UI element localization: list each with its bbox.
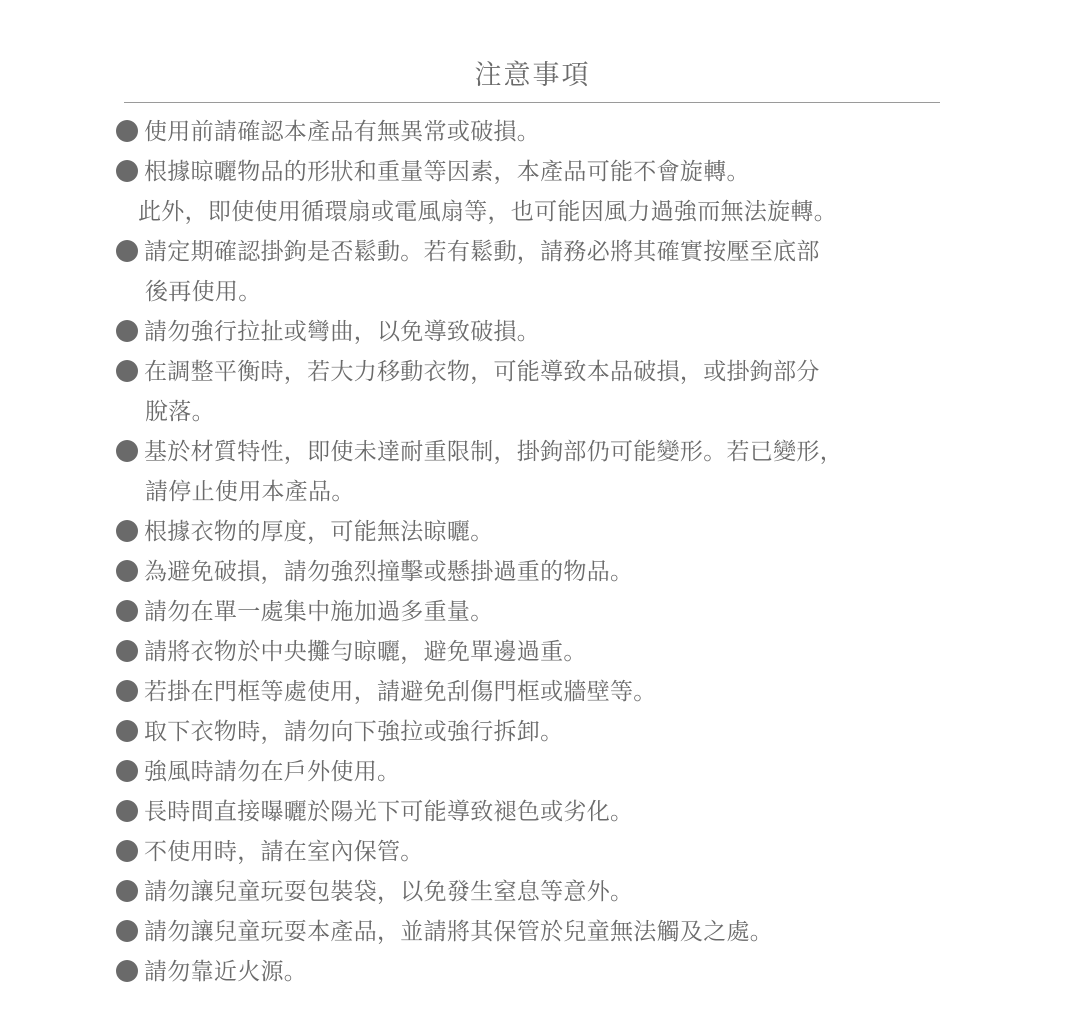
bullet-icon — [116, 320, 138, 342]
note-text: 在調整平衡時，若大力移動衣物，可能導致本品破損，或掛鉤部分 — [144, 359, 820, 385]
note-text: 不使用時，請在室內保管。 — [144, 839, 424, 865]
note-item — [116, 832, 976, 872]
note-text: 使用前請確認本產品有無異常或破損。 — [144, 119, 541, 145]
note-item — [116, 112, 976, 152]
note-item — [116, 712, 976, 752]
note-item — [116, 752, 976, 792]
bullet-icon — [116, 560, 138, 582]
note-text: 請勿讓兒童玩耍包裝袋，以免發生窒息等意外。 — [144, 879, 634, 905]
note-item — [116, 952, 976, 992]
note-item — [116, 352, 976, 432]
bullet-icon — [116, 600, 138, 622]
bullet-icon — [116, 960, 138, 982]
note-text: 根據衣物的厚度，可能無法晾曬。 — [144, 519, 494, 545]
note-text: 強風時請勿在戶外使用。 — [144, 759, 401, 785]
note-item — [116, 512, 976, 552]
bullet-icon — [116, 840, 138, 862]
bullet-icon — [116, 120, 138, 142]
bullet-icon — [116, 720, 138, 742]
bullet-icon — [116, 920, 138, 942]
note-text-continued: 請停止使用本產品。 — [145, 479, 355, 505]
bullet-icon — [116, 880, 138, 902]
bullet-icon — [116, 240, 138, 262]
note-item — [116, 792, 976, 832]
bullet-icon — [116, 160, 138, 182]
note-text: 為避免破損，請勿強烈撞擊或懸掛過重的物品。 — [144, 559, 634, 585]
note-item — [116, 872, 976, 912]
note-item — [116, 552, 976, 592]
note-text: 請定期確認掛鉤是否鬆動。若有鬆動，請務必將其確實按壓至底部 — [144, 239, 820, 265]
note-item — [116, 672, 976, 712]
page-title: 注意事項 — [474, 60, 591, 91]
notes-list — [116, 112, 976, 992]
note-text: 請勿強行拉扯或彎曲，以免導致破損。 — [144, 319, 541, 345]
title-divider — [124, 102, 940, 103]
note-item — [116, 632, 976, 672]
bullet-icon — [116, 760, 138, 782]
note-text: 取下衣物時，請勿向下強拉或強行拆卸。 — [144, 719, 564, 745]
note-text: 請勿在單一處集中施加過多重量。 — [144, 599, 494, 625]
bullet-icon — [116, 360, 138, 382]
note-text: 基於材質特性，即使未達耐重限制，掛鉤部仍可能變形。若已變形， — [144, 439, 843, 465]
note-text: 長時間直接曝曬於陽光下可能導致褪色或劣化。 — [144, 799, 634, 825]
bullet-icon — [116, 800, 138, 822]
bullet-icon — [116, 680, 138, 702]
note-text: 請勿讓兒童玩耍本產品，並請將其保管於兒童無法觸及之處。 — [144, 919, 774, 945]
bullet-icon — [116, 640, 138, 662]
note-text-continued: 脫落。 — [145, 399, 215, 425]
note-text: 請勿靠近火源。 — [144, 959, 308, 985]
note-text: 請將衣物於中央攤勻晾曬，避免單邊過重。 — [144, 639, 587, 665]
note-item — [116, 592, 976, 632]
note-item — [116, 312, 976, 352]
note-text: 根據晾曬物品的形狀和重量等因素，本產品可能不會旋轉。 — [144, 159, 750, 185]
note-text: 若掛在門框等處使用，請避免刮傷門框或牆壁等。 — [144, 679, 657, 705]
note-item — [116, 152, 976, 232]
bullet-icon — [116, 440, 138, 462]
bullet-icon — [116, 520, 138, 542]
note-item — [116, 432, 976, 512]
note-item — [116, 912, 976, 952]
note-text-continued: 後再使用。 — [145, 279, 262, 305]
note-text-continued: 此外，即使使用循環扇或電風扇等，也可能因風力過強而無法旋轉。 — [138, 199, 837, 225]
note-item — [116, 232, 976, 312]
